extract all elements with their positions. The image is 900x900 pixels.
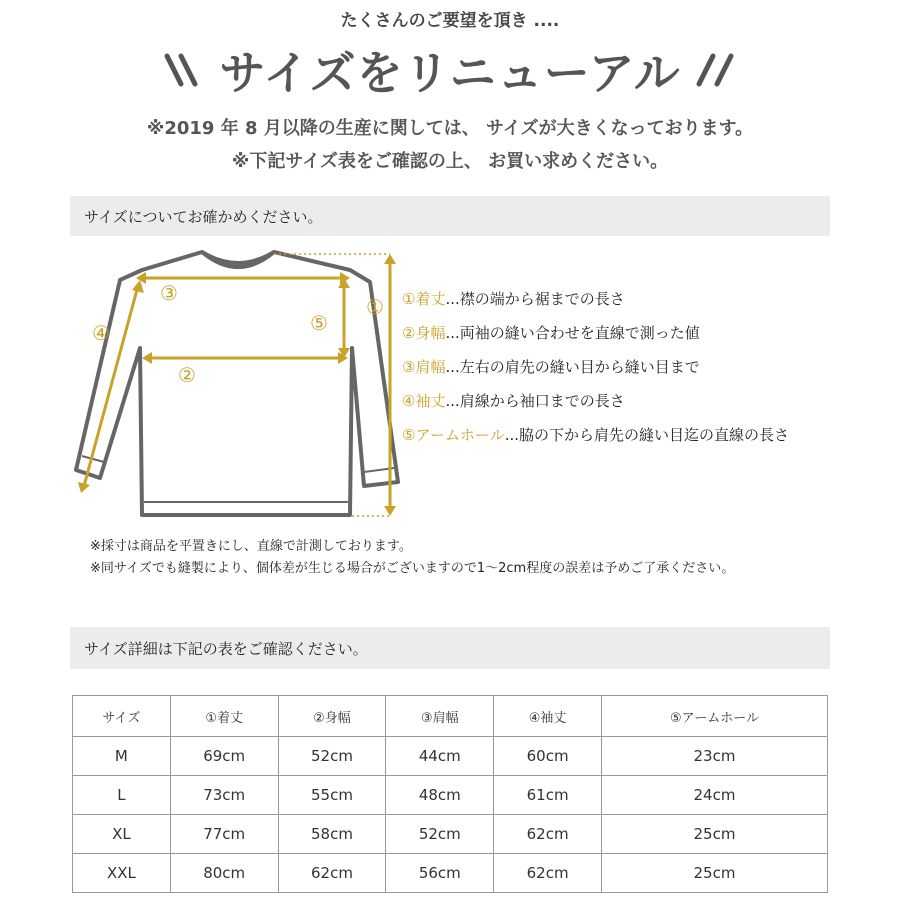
table-cell: 77cm <box>170 815 278 854</box>
section-bar-table: サイズ詳細は下記の表をご確認ください。 <box>70 627 830 669</box>
label-shoulder: ③ <box>160 281 178 305</box>
legend-item: ②身幅...両袖の縫い合わせを直線で測った値 <box>402 324 700 342</box>
double-slash-left-icon <box>163 50 205 90</box>
table-cell: 23cm <box>601 737 827 776</box>
footnote: ※採寸は商品を平置きにし、直線で計測しております。 <box>90 539 412 554</box>
table-cell: 62cm <box>278 854 386 893</box>
table-row <box>73 776 828 815</box>
shirt-outline <box>76 252 398 515</box>
production-note: ※2019 年 8 月以降の生産に関しては、 サイズが大きくなっております。 <box>146 118 754 139</box>
table-header: サイズ <box>73 696 171 737</box>
table-cell: 73cm <box>170 776 278 815</box>
page-title: サイズをリニューアル <box>219 46 681 100</box>
legend-item: ①着丈...襟の端から裾までの長さ <box>402 290 625 308</box>
label-width: ② <box>178 363 196 387</box>
table-cell: 69cm <box>170 737 278 776</box>
table-cell: 61cm <box>494 776 602 815</box>
table-header: ②身幅 <box>278 696 386 737</box>
table-cell: 48cm <box>386 776 494 815</box>
table-cell: 24cm <box>601 776 827 815</box>
shirt-diagram <box>60 240 400 530</box>
table-cell: 56cm <box>386 854 494 893</box>
legend-item: ③肩幅...左右の肩先の縫い目から縫い目まで <box>402 358 700 376</box>
table-cell: 60cm <box>494 737 602 776</box>
section-bar-measure: サイズについてお確かめください。 <box>70 196 830 236</box>
intro-text: たくさんのご要望を頂き .... <box>340 11 560 31</box>
confirm-note: ※下記サイズ表をご確認の上、 お買い求めください。 <box>231 151 669 172</box>
table-cell: XXL <box>73 854 171 893</box>
footnotes <box>90 536 734 580</box>
table-cell: XL <box>73 815 171 854</box>
table-header-row <box>73 696 828 737</box>
table-header: ①着丈 <box>170 696 278 737</box>
footnote: ※同サイズでも縫製により、個体差が生じる場合がございますので1～2cm程度の誤差は予めご了承ください。 <box>90 561 735 576</box>
table-cell: 52cm <box>386 815 494 854</box>
table-cell: 52cm <box>278 737 386 776</box>
table-header: ⑤アームホール <box>601 696 827 737</box>
table-row <box>73 815 828 854</box>
table-cell: 44cm <box>386 737 494 776</box>
table-cell: 62cm <box>494 854 602 893</box>
table-cell: 58cm <box>278 815 386 854</box>
table-row <box>73 737 828 776</box>
table-row <box>73 854 828 893</box>
table-header: ③肩幅 <box>386 696 494 737</box>
size-table <box>72 695 828 893</box>
table-cell: 25cm <box>601 854 827 893</box>
measure-legend <box>402 282 789 452</box>
label-armhole: ⑤ <box>310 311 328 335</box>
double-slash-right-icon <box>695 50 737 90</box>
table-cell: M <box>73 737 171 776</box>
headline <box>0 38 900 102</box>
table-cell: 55cm <box>278 776 386 815</box>
table-cell: 80cm <box>170 854 278 893</box>
legend-item: ④袖丈...肩線から袖口までの長さ <box>402 392 625 410</box>
table-cell: 25cm <box>601 815 827 854</box>
legend-item: ⑤アームホール...脇の下から肩先の縫い目迄の直線の長さ <box>402 426 790 444</box>
label-sleeve: ④ <box>92 321 110 345</box>
table-cell: L <box>73 776 171 815</box>
table-header: ④袖丈 <box>494 696 602 737</box>
table-cell: 62cm <box>494 815 602 854</box>
label-length: ① <box>366 295 384 319</box>
